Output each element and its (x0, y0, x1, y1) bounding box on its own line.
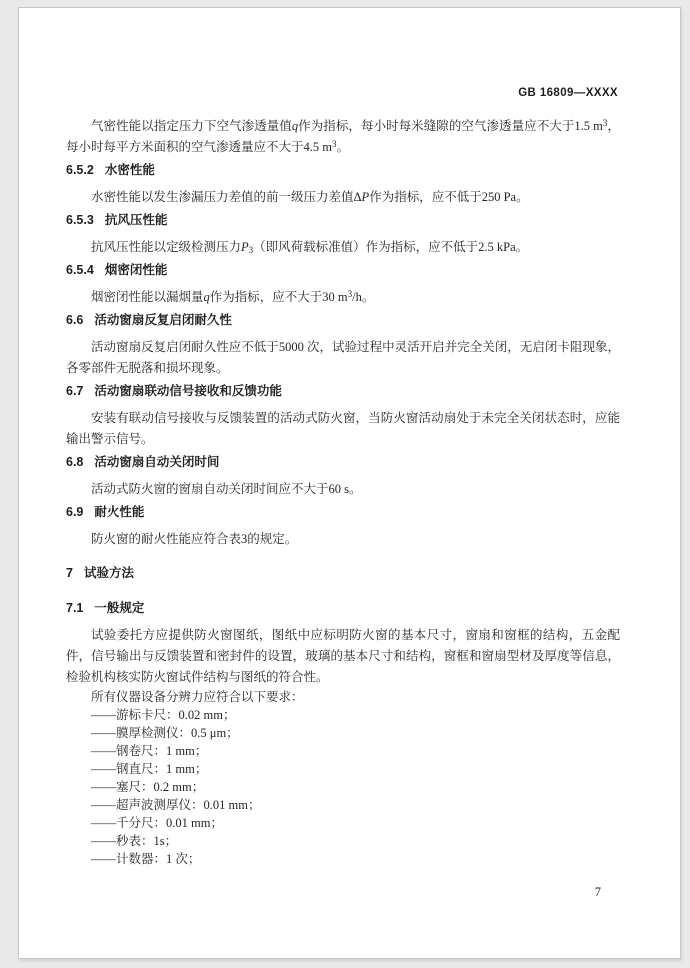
standard-code-header: GB 16809—XXXX (518, 87, 618, 99)
paragraph: 活动窗扇反复启闭耐久性应不低于5000 次，试验过程中灵活开启并完全关闭，无启闭卡阻现象，各零部件无脱落和损坏现象。 (66, 340, 620, 375)
page-number: 7 (594, 885, 601, 899)
document-content (66, 116, 620, 868)
section-heading (66, 598, 620, 619)
paragraph: 防火窗的耐火性能应符合表3的规定。 (91, 532, 298, 546)
paragraph: 试验委托方应提供防火窗图纸，图纸中应标明防火窗的基本尺寸，窗扇和窗框的结构，五金配件，信号输出与反馈装置和密封件的设置，玻璃的基本尺寸和结构，窗框和窗扇型材及厚度等信息，检验机构核实防火窗试件结构与图纸的符合性。 (66, 628, 620, 684)
paragraph: 烟密闭性能以漏烟量q作为指标，应不大于30 $m^3/h$。 (91, 289, 375, 304)
page-body (19, 8, 680, 868)
chapter-heading (66, 563, 620, 584)
paragraph: 活动式防火窗的窗扇自动关闭时间应不大于60 s。 (91, 482, 362, 496)
heading-title: 活动窗扇自动关闭时间 (94, 455, 220, 469)
heading-title: 一般规定 (94, 601, 145, 615)
heading-number: 6.7 (66, 384, 84, 398)
heading-title: 活动窗扇联动信号接收和反馈功能 (94, 384, 282, 398)
paragraph: 安装有联动信号接收与反馈装置的活动式防火窗，当防火窗活动扇处于未完全关闭状态时，应能输出警示信号。 (66, 411, 620, 446)
section-heading (66, 160, 620, 181)
heading-number: 6.8 (66, 455, 84, 469)
list-item: ——计数器：1 次； (91, 852, 201, 866)
section-heading (66, 310, 620, 331)
heading-title: 水密性能 (104, 163, 155, 177)
paragraph: 抗风压性能以定级检测压力$P_3$（即风荷载标准值）作为指标，应不低于2.5 kPa。 (91, 240, 529, 255)
document-page (18, 7, 681, 959)
section-heading (66, 452, 620, 473)
list-item: ——钢卷尺：1 mm； (91, 744, 208, 758)
list-item: ——游标卡尺：0.02 mm； (91, 708, 236, 722)
list-item: ——秒表：1s； (91, 834, 178, 848)
heading-title: 活动窗扇反复启闭耐久性 (94, 313, 232, 327)
heading-number: 7 (66, 566, 73, 580)
heading-number: 6.9 (66, 505, 84, 519)
heading-number: 6.5.2 (66, 163, 94, 177)
heading-title: 烟密闭性能 (104, 263, 168, 277)
list-item: ——塞尺：0.2 mm； (91, 780, 205, 794)
list-item: ——膜厚检测仪：0.5 μm； (91, 726, 239, 740)
list-item: ——钢直尺：1 mm； (91, 762, 208, 776)
section-heading (66, 210, 620, 231)
heading-title: 试验方法 (83, 566, 134, 580)
heading-title: 耐火性能 (94, 505, 145, 519)
paragraph: 气密性能以指定压力下空气渗透量值q作为指标，每小时每米缝隙的空气渗透量应不大于1.5 $m^3$，每小时每平方米面积的空气渗透量应不大于4.5 $m^3$。 (66, 118, 620, 154)
heading-number: 6.5.4 (66, 263, 94, 277)
heading-number: 7.1 (66, 601, 84, 615)
list-item: ——千分尺：0.01 mm； (91, 816, 223, 830)
heading-number: 6.6 (66, 313, 84, 327)
list-item: ——超声波测厚仪：0.01 mm； (91, 798, 261, 812)
heading-title: 抗风压性能 (104, 213, 168, 227)
list-intro: 所有仪器设备分辨力应符合以下要求： (91, 690, 304, 704)
paragraph: 水密性能以发生渗漏压力差值的前一级压力差值ΔP作为指标，应不低于250 Pa。 (91, 190, 529, 204)
heading-number: 6.5.3 (66, 213, 94, 227)
section-heading (66, 502, 620, 523)
section-heading (66, 381, 620, 402)
section-heading (66, 260, 620, 281)
